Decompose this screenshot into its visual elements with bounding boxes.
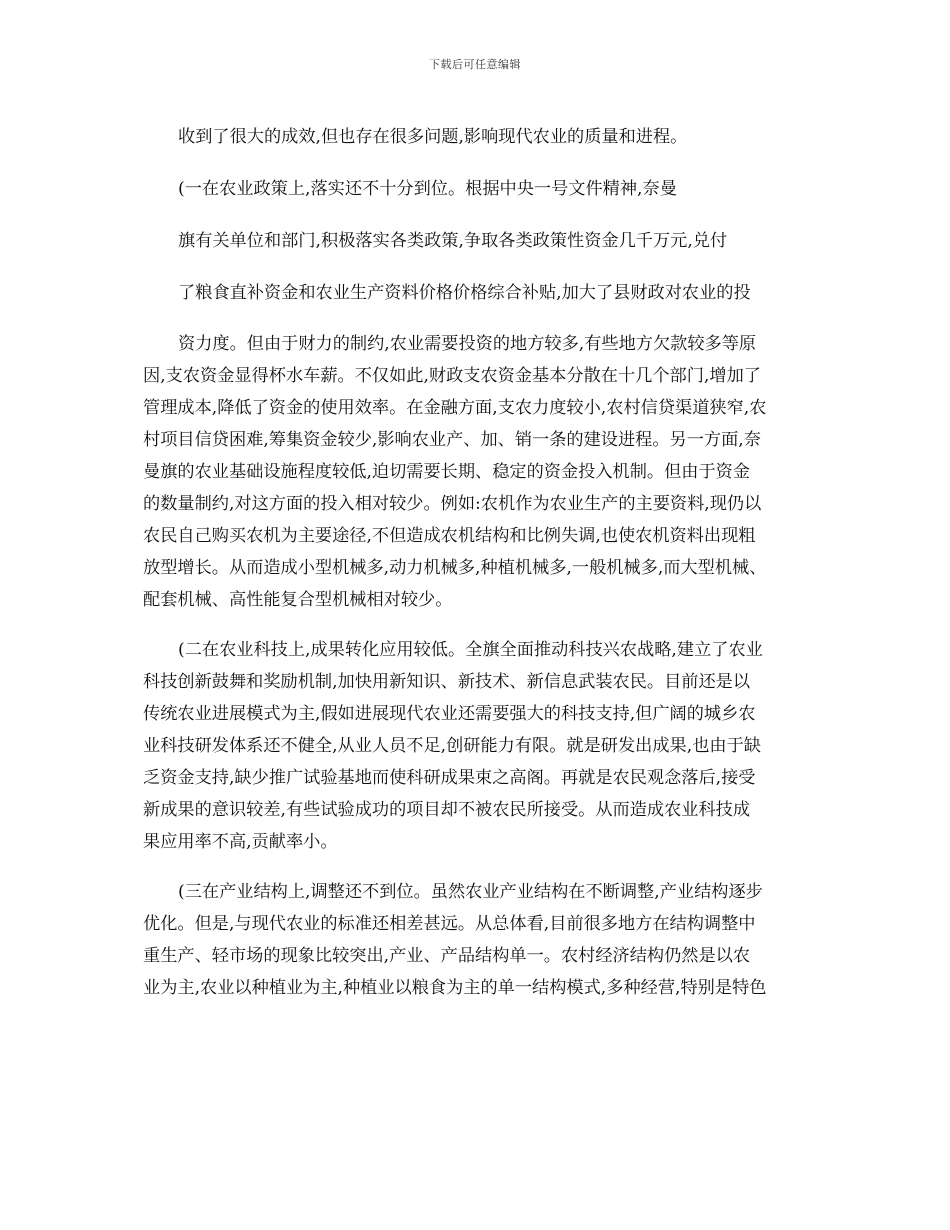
paragraph-line: (二在农业科技上,成果转化应用较低。全旗全面推动科技兴农战略,建立了农业 (178, 640, 763, 660)
paragraph-line: 的数量制约,对这方面的投入相对较少。例如:农机作为农业生产的主要资料,现仍以 (143, 494, 762, 514)
text-line: 旗有关单位和部门,积极落实各类政策,争取各类政策性资金几千万元,兑付 (178, 231, 728, 251)
paragraph-line: 乏资金支持,缺少推广试验基地而使科研成果束之高阁。再就是农民观念落后,接受 (143, 768, 756, 788)
paragraph-line: 果应用率不高,贡献率小。 (143, 832, 338, 852)
paragraph-line: 优化。但是,与现代农业的标准还相差甚远。从总体看,目前很多地方在结构调整中 (143, 914, 756, 934)
paragraph-line: 村项目信贷困难,筹集资金较少,影响农业产、加、销一条的建设进程。另一方面,奈 (143, 430, 761, 450)
paragraph-line: 因,支农资金显得杯水车薪。不仅如此,财政支农资金基本分散在十几个部门,增加了 (143, 366, 761, 386)
paragraph-line: 业为主,农业以种植业为主,种植业以粮食为主的单一结构模式,多种经营,特别是特色 (143, 978, 767, 998)
paragraph-line: 新成果的意识较差,有些试验成功的项目却不被农民所接受。从而造成农业科技成 (143, 800, 751, 820)
paragraph-line: (三在产业结构上,调整还不到位。虽然农业产业结构在不断调整,产业结构逐步 (178, 882, 763, 902)
document-body (143, 120, 810, 1022)
paragraph-line: 传统农业进展模式为主,假如进展现代农业还需要强大的科技支持,但广阔的城乡农 (143, 704, 756, 724)
paragraph-line: 放型增长。从而造成小型机械多,动力机械多,种植机械多,一般机械多,而大型机械、 (143, 558, 767, 578)
paragraph-line: 资力度。但由于财力的制约,农业需要投资的地方较多,有些地方欠款较多等原 (178, 334, 757, 354)
paragraph-line: 配套机械、高性能复合型机械相对较少。 (143, 590, 453, 610)
paragraph-finance (143, 328, 810, 616)
text-line: 了粮食直补资金和农业生产资料价格价格综合补贴,加大了县财政对农业的投 (178, 283, 751, 303)
paragraph-line: 科技创新鼓舞和奖励机制,加快用新知识、新技术、新信息武装农民。目前还是以 (143, 672, 751, 692)
page-header: 下载后可任意编辑 (429, 58, 521, 71)
section-heading-policy: (一在农业政策上,落实还不十分到位。根据中央一号文件精神,奈曼 (178, 179, 677, 199)
paragraph-structure (143, 876, 810, 1004)
paragraph-line: 重生产、轻市场的现象比较突出,产业、产品结构单一。农村经济结构仍然是以农 (143, 946, 751, 966)
paragraph-line: 曼旗的农业基础设施程度较低,迫切需要长期、稳定的资金投入机制。但由于资金 (143, 462, 751, 482)
text-line: 收到了很大的成效,但也存在很多问题,影响现代农业的质量和进程。 (178, 127, 688, 147)
paragraph-line: 业科技研发体系还不健全,从业人员不足,创研能力有限。就是研发出成果,也由于缺 (143, 736, 761, 756)
paragraph-line: 农民自己购买农机为主要途径,不但造成农机结构和比例失调,也使农机资料出现粗 (143, 526, 756, 546)
paragraph-line: 管理成本,降低了资金的使用效率。在金融方面,支农力度较小,农村信贷渠道狭窄,农 (143, 398, 767, 418)
paragraph-technology (143, 634, 810, 858)
